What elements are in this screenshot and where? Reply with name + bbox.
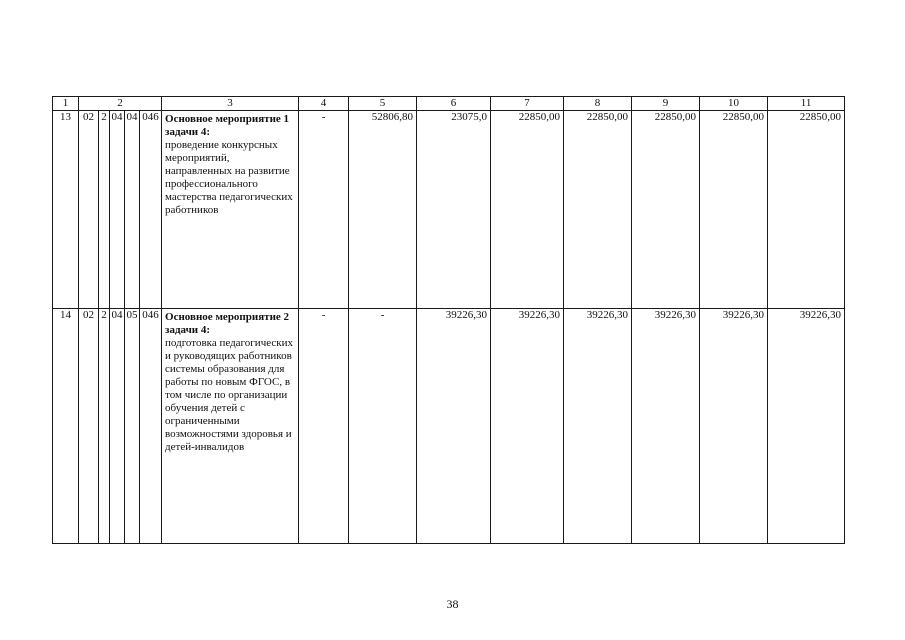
code-cell: 2	[99, 111, 110, 309]
code-cell: 02	[79, 309, 99, 544]
data-table	[52, 96, 845, 544]
row-number: 14	[53, 309, 79, 544]
code-cell: 02	[79, 111, 99, 309]
value-cell: 22850,00	[632, 111, 700, 309]
column-4-cell: -	[299, 111, 349, 309]
value-cell: 52806,80	[349, 111, 417, 309]
code-cell: 046	[140, 309, 162, 544]
page-number: 38	[446, 597, 459, 611]
activity-text: подготовка педагогических и руководящих работников системы образования для работы по новым ФГОС, в том числе по организации обучения детей с ограниченными возможностями здоровья и детей-инвалидов	[165, 337, 293, 453]
header-cell: 4	[299, 97, 349, 111]
value-cell: 39226,30	[700, 309, 768, 544]
header-cell: 2	[79, 97, 162, 111]
value-cell: 23075,0	[417, 111, 491, 309]
header-cell: 8	[564, 97, 632, 111]
code-cell: 2	[99, 309, 110, 544]
value-cell: 39226,30	[491, 309, 564, 544]
header-cell: 11	[768, 97, 845, 111]
table-row	[53, 309, 845, 544]
code-cell: 046	[140, 111, 162, 309]
column-4-cell: -	[299, 309, 349, 544]
value-cell: 39226,30	[417, 309, 491, 544]
code-cell: 04	[110, 111, 125, 309]
activity-description	[162, 111, 299, 309]
code-cell: 04	[125, 111, 140, 309]
header-cell: 1	[53, 97, 79, 111]
activity-text: проведение конкурсных мероприятий, направленных на развитие профессионального мастерства педагогических работников	[165, 139, 293, 216]
header-cell: 5	[349, 97, 417, 111]
activity-description	[162, 309, 299, 544]
value-cell: 22850,00	[564, 111, 632, 309]
header-cell: 7	[491, 97, 564, 111]
value-cell: 39226,30	[632, 309, 700, 544]
header-cell: 10	[700, 97, 768, 111]
value-cell: 39226,30	[564, 309, 632, 544]
value-cell: 39226,30	[768, 309, 845, 544]
code-cell: 04	[110, 309, 125, 544]
table-row	[53, 111, 845, 309]
value-cell: 22850,00	[768, 111, 845, 309]
value-cell: 22850,00	[491, 111, 564, 309]
activity-title: Основное мероприятие 1 задачи 4:	[165, 113, 290, 138]
header-cell: 6	[417, 97, 491, 111]
value-cell: 22850,00	[700, 111, 768, 309]
code-cell: 05	[125, 309, 140, 544]
activity-title: Основное мероприятие 2 задачи 4:	[165, 311, 290, 336]
header-cell: 3	[162, 97, 299, 111]
row-number: 13	[53, 111, 79, 309]
header-cell: 9	[632, 97, 700, 111]
header-row	[53, 97, 845, 111]
value-cell: -	[349, 309, 417, 544]
